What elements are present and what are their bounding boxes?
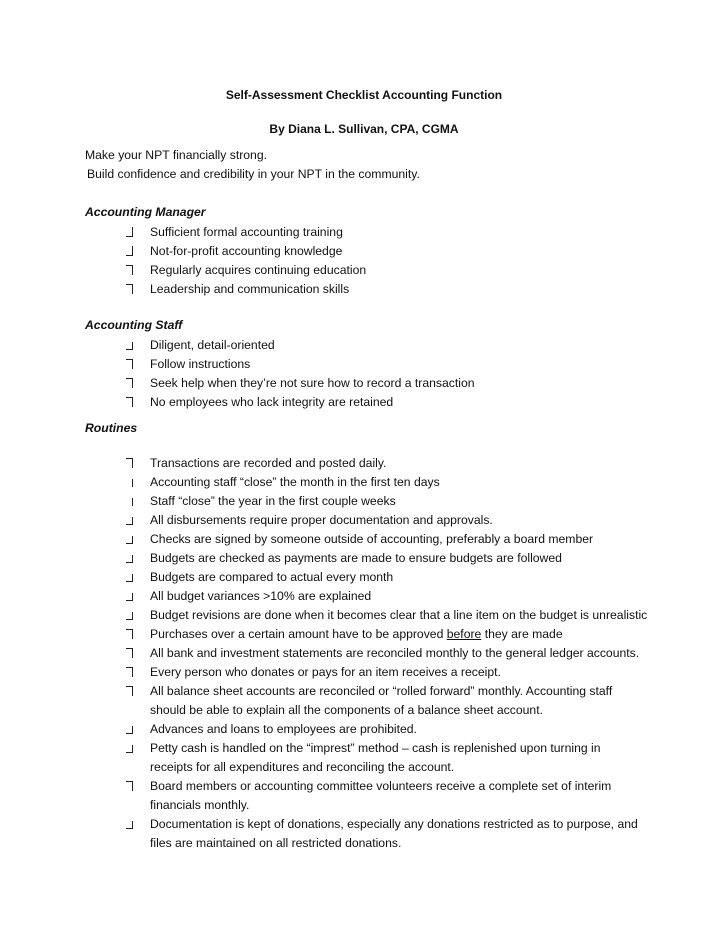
checkbox-icon[interactable] — [126, 479, 133, 487]
intro-line-1: Make your NPT financially strong. — [85, 148, 267, 162]
document-title: Self-Assessment Checklist Accounting Function — [225, 88, 503, 102]
checkbox-icon[interactable] — [126, 397, 133, 407]
checkbox-icon[interactable] — [126, 498, 133, 506]
checklist-item — [124, 454, 644, 473]
accounting-staff-checklist — [124, 336, 644, 412]
checkbox-icon[interactable] — [126, 667, 133, 677]
checkbox-icon[interactable] — [126, 458, 133, 468]
checklist-item — [124, 682, 644, 720]
checklist-item-text: Advances and loans to employees are prohibited. — [150, 722, 417, 736]
checklist-item — [124, 644, 644, 663]
checklist-item — [124, 374, 644, 393]
checklist-item-text: All disbursements require proper documentation and approvals. — [150, 513, 493, 527]
checklist-item-text: No employees who lack integrity are retained — [150, 395, 394, 409]
document-byline: By Diana L. Sullivan, CPA, CGMA — [269, 122, 459, 136]
checkbox-icon[interactable] — [126, 781, 133, 791]
checklist-item-text: Transactions are recorded and posted daily. — [150, 456, 387, 470]
checklist-item-text: Accounting staff “close” the month in the first ten days — [150, 475, 440, 489]
checklist-item — [124, 720, 644, 739]
checklist-item — [124, 739, 644, 777]
section-heading-accounting-manager: Accounting Manager — [85, 205, 206, 219]
checklist-item-purchases — [124, 625, 644, 644]
checklist-item — [124, 336, 644, 355]
routines-checklist — [124, 454, 648, 853]
checklist-item-text: Not-for-profit accounting knowledge — [150, 244, 343, 258]
checklist-item — [124, 280, 644, 299]
checkbox-icon[interactable] — [126, 686, 133, 696]
emphasis-before: before — [446, 627, 482, 641]
checkbox-icon[interactable] — [126, 517, 133, 525]
checklist-item-text: All bank and investment statements are reconciled monthly to the general ledger accounts. — [150, 646, 640, 660]
checklist-item-text: Seek help when they’re not sure how to record a transaction — [150, 376, 475, 390]
checklist-item — [124, 606, 648, 625]
checklist-item — [124, 242, 644, 261]
checkbox-icon[interactable] — [126, 629, 133, 639]
checkbox-icon[interactable] — [126, 821, 133, 829]
checkbox-icon[interactable] — [126, 648, 133, 658]
checklist-item — [124, 355, 644, 374]
checklist-item — [124, 473, 644, 492]
checkbox-icon[interactable] — [126, 359, 133, 369]
checklist-item-text: Diligent, detail-oriented — [150, 338, 275, 352]
checklist-item-text: All balance sheet accounts are reconciled or “rolled forward” monthly. Accounting staff should be able to explain all the components of a balance sheet account. — [150, 684, 613, 717]
checklist-item-text: Leadership and communication skills — [150, 282, 350, 296]
intro-line-2: Build confidence and credibility in your NPT in the community. — [87, 167, 420, 181]
checkbox-icon[interactable] — [126, 265, 133, 275]
checklist-item-text-tail: they are made — [481, 627, 563, 641]
checklist-item — [124, 261, 644, 280]
checklist-item-text: Purchases over a certain amount have to be approved — [150, 627, 447, 641]
checklist-item-text: All budget variances >10% are explained — [150, 589, 372, 603]
checklist-item — [124, 393, 644, 412]
checkbox-icon[interactable] — [126, 342, 133, 350]
section-heading-accounting-staff: Accounting Staff — [85, 318, 183, 332]
checklist-item — [124, 663, 644, 682]
checklist-item-text: Sufficient formal accounting training — [150, 225, 343, 239]
checkbox-icon[interactable] — [126, 555, 133, 563]
checklist-item — [124, 530, 644, 549]
checklist-item — [124, 549, 644, 568]
checklist-item-text: Follow instructions — [150, 357, 251, 371]
checklist-item-text: Every person who donates or pays for an item receives a receipt. — [150, 665, 501, 679]
checklist-item-text: Budgets are checked as payments are made to ensure budgets are followed — [150, 551, 562, 565]
checklist-item-text: Regularly acquires continuing education — [150, 263, 367, 277]
checklist-item-text: Documentation is kept of donations, especially any donations restricted as to purpose, and files are maintained on all restricted donations. — [150, 817, 638, 850]
checkbox-icon[interactable] — [126, 284, 133, 294]
checkbox-icon[interactable] — [126, 574, 133, 582]
checkbox-icon[interactable] — [126, 726, 133, 734]
checklist-item — [124, 568, 644, 587]
checklist-item — [124, 492, 644, 511]
checklist-item-text: Checks are signed by someone outside of accounting, preferably a board member — [150, 532, 594, 546]
checkbox-icon[interactable] — [126, 745, 133, 753]
checkbox-icon[interactable] — [126, 612, 133, 620]
checklist-item-text: Staff “close” the year in the first couple weeks — [150, 494, 396, 508]
accounting-manager-checklist — [124, 223, 644, 299]
checklist-item — [124, 815, 644, 853]
section-heading-routines: Routines — [85, 421, 138, 435]
checklist-item — [124, 777, 644, 815]
checklist-item — [124, 223, 644, 242]
checkbox-icon[interactable] — [126, 536, 133, 544]
checklist-item-text: Board members or accounting committee volunteers receive a complete set of interim financials monthly. — [150, 779, 612, 812]
checklist-item — [124, 511, 644, 530]
checklist-item-text: Budgets are compared to actual every month — [150, 570, 394, 584]
checklist-item-text: Budget revisions are done when it becomes clear that a line item on the budget is unrealistic — [150, 608, 648, 622]
checklist-item — [124, 587, 644, 606]
checkbox-icon[interactable] — [126, 246, 133, 256]
checkbox-icon[interactable] — [126, 227, 133, 237]
checkbox-icon[interactable] — [126, 593, 133, 601]
checklist-item-text: Petty cash is handled on the “imprest” method – cash is replenished upon turning in receipts for all expenditures and reconciling the account. — [150, 741, 601, 774]
checkbox-icon[interactable] — [126, 378, 133, 388]
